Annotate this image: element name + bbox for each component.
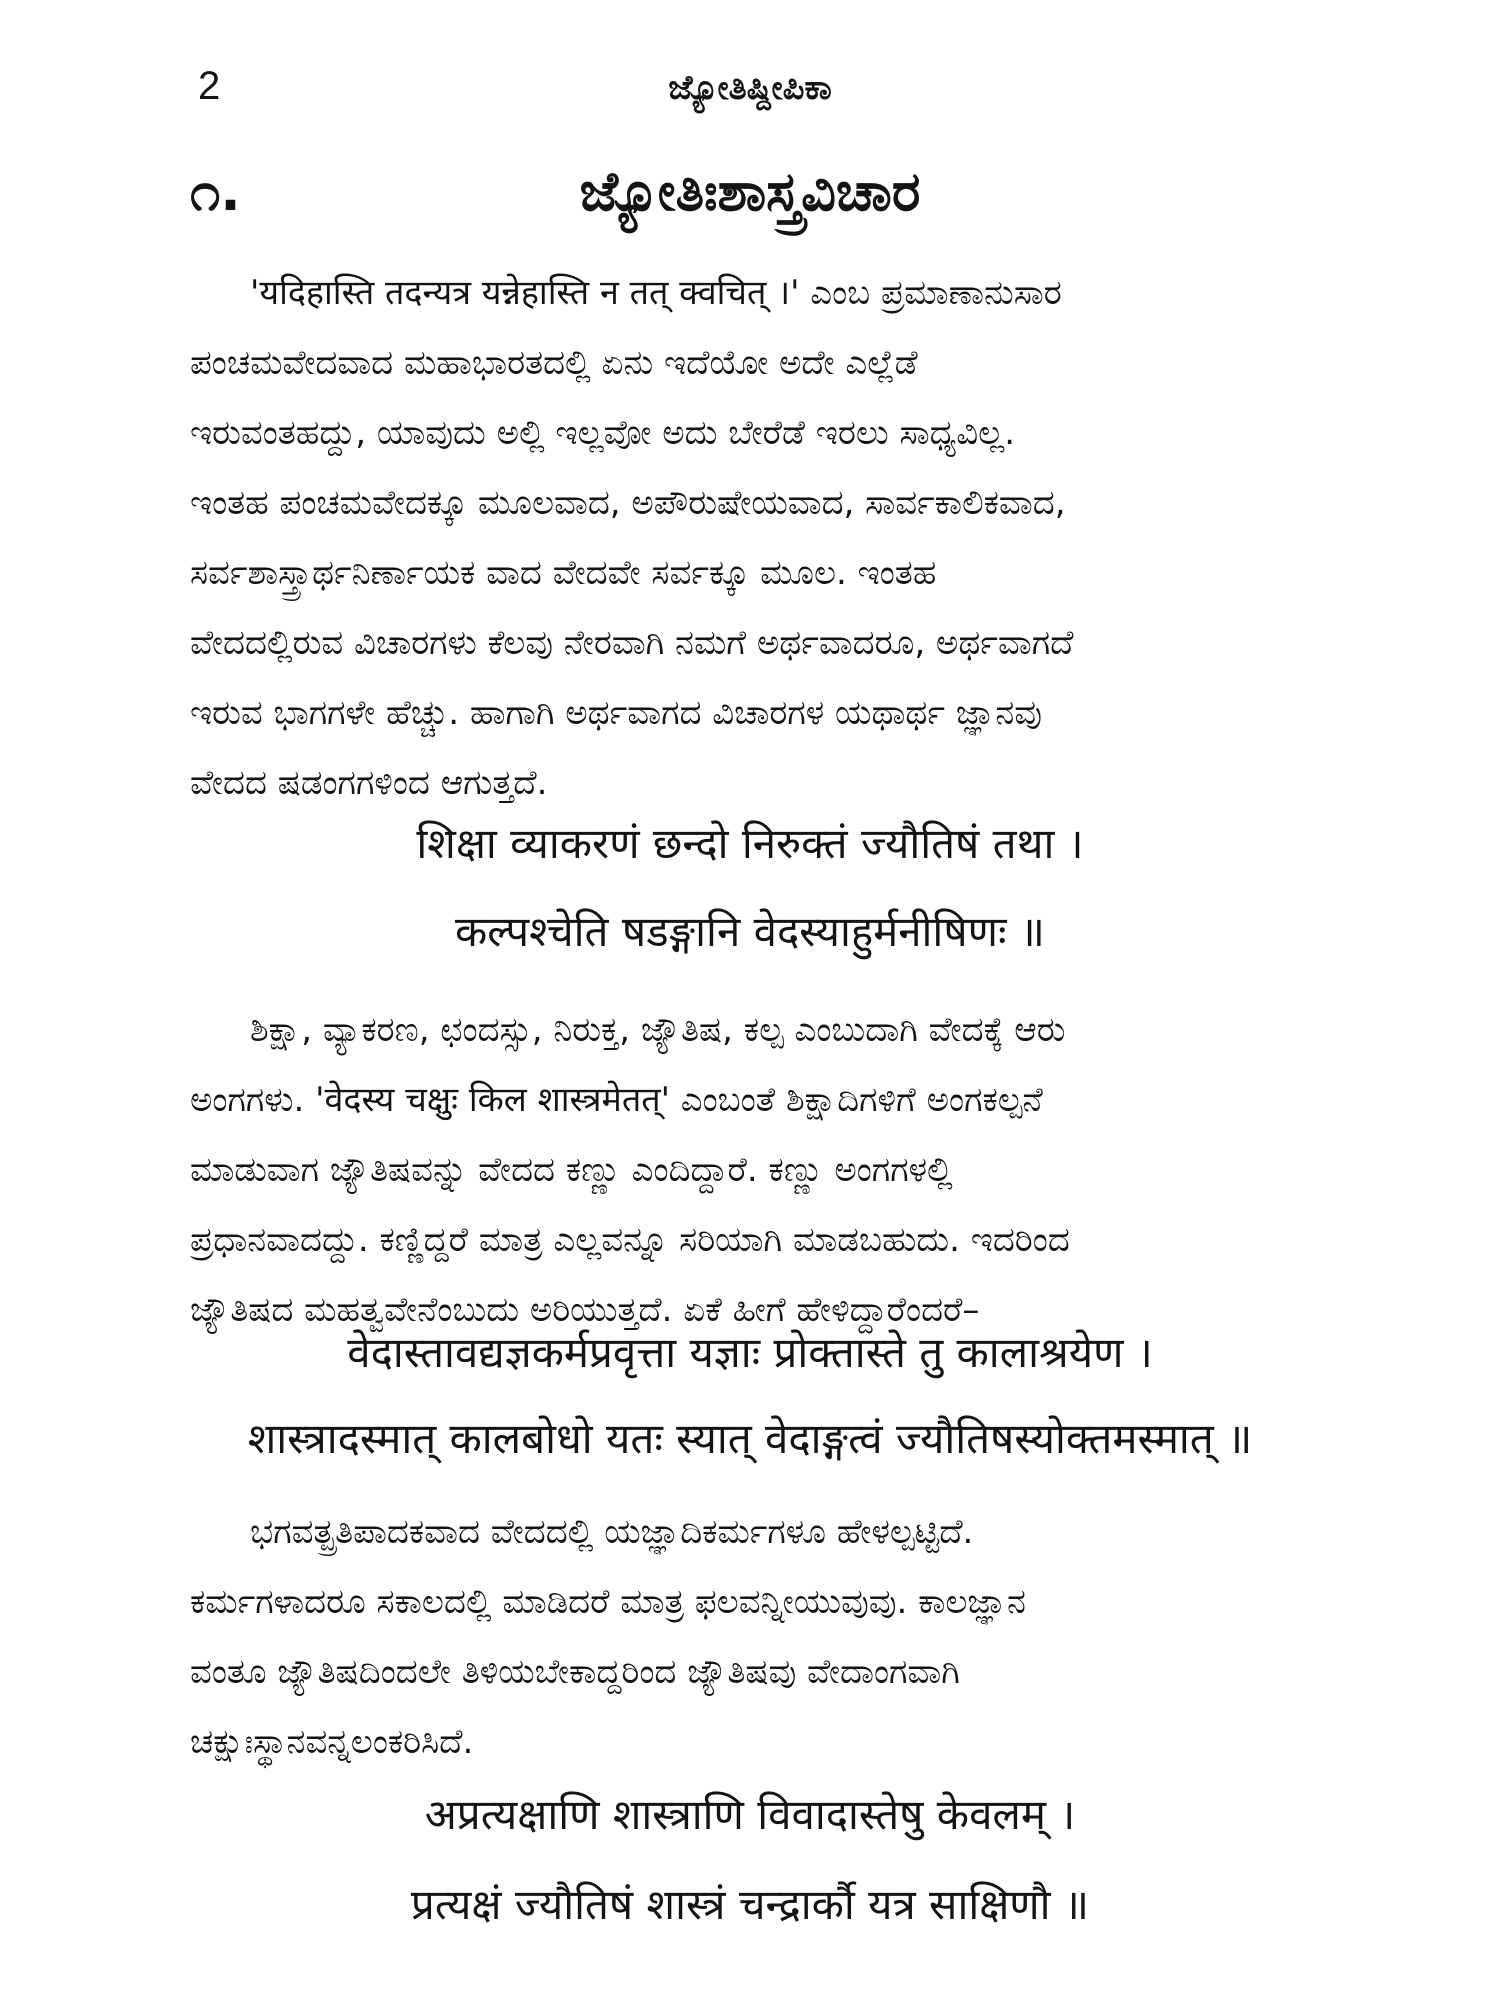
paragraph-karma (190, 1497, 1350, 1777)
running-title: ಜ್ಯೋತಿಷ್ದೀಪಿಕಾ (668, 68, 832, 108)
verse-line: वेदास्तावद्यज्ञकर्मप्रवृत्ता यज्ञाः प्रोक्तास्ते तु कालाश्रयेण । (347, 1328, 1153, 1377)
sanskrit-verse-pratyaksha (0, 1770, 1500, 1950)
paragraph-line: ಸರ್ವಶಾಸ್ತ್ರಾರ್ಥನಿರ್ಣಾಯಕ ವಾದ ವೇದವೇ ಸರ್ವಕ್ಕೂ ಮೂಲ. ಇಂತಹ (190, 553, 937, 593)
paragraph-line: ಇರುವ ಭಾಗಗಳೇ ಹೆಚ್ಚು. ಹಾಗಾಗಿ ಅರ್ಥವಾಗದ ವಿಚಾರಗಳ ಯಥಾರ್ಥ ಜ್ಞಾನವು (190, 693, 1043, 733)
chapter-number: ೧. (190, 160, 241, 223)
paragraph-line: ಭಗವತ್ಪ್ರತಿಪಾದಕವಾದ ವೇದದಲ್ಲಿ ಯಜ್ಞಾದಿಕರ್ಮಗಳೂ ಹೇಳಲ್ಪಟ್ಟಿದೆ. (250, 1512, 974, 1552)
verse-line: शिक्षा व्याकरणं छन्दो निरुक्तं ज्यौतिषं तथा । (416, 819, 1084, 868)
paragraph-vedangas (190, 995, 1350, 1345)
paragraph-line: ವೇದದಲ್ಲಿರುವ ವಿಚಾರಗಳು ಕೆಲವು ನೇರವಾಗಿ ನಮಗೆ ಅರ್ಥವಾದರೂ, ಅರ್ಥವಾಗದೆ (190, 623, 1074, 663)
paragraph-line: 'यदिहास्ति तदन्यत्र यन्नेहास्ति न तत् क्वचित् ।' ಎಂಬ ಪ್ರಮಾಣಾನುಸಾರ (250, 273, 1062, 313)
paragraph-line: ಅಂಗಗಳು. 'वेदस्य चक्षुः किल शास्त्रमेतत्' ಎಂಬಂತೆ ಶಿಕ್ಷಾದಿಗಳಿಗೆ ಅಂಗಕಲ್ಪನೆ (190, 1080, 1043, 1120)
paragraph-line: ಇಂತಹ ಪಂಚಮವೇದಕ್ಕೂ ಮೂಲವಾದ, ಅಪೌರುಷೇಯವಾದ, ಸಾರ್ವಕಾಲಿಕವಾದ, (190, 483, 1066, 523)
verse-line: शास्त्रादस्मात् कालबोधो यतः स्यात् वेदाङ्गत्वं ज्यौतिषस्योक्तमस्मात् ॥ (247, 1414, 1253, 1463)
page-number: 2 (198, 64, 221, 108)
verse-line: अप्रत्यक्षाणि शास्त्राणि विवादास्तेषु केवलम् । (424, 1790, 1076, 1839)
paragraph-line: ಇರುವಂತಹದ್ದು, ಯಾವುದು ಅಲ್ಲಿ ಇಲ್ಲವೋ ಅದು ಬೇರೆಡೆ ಇರಲು ಸಾಧ್ಯವಿಲ್ಲ. (190, 413, 1016, 453)
chapter-heading (0, 160, 1500, 240)
verse-line: कल्पश्चेति षडङ्गानि वेदस्याहुर्मनीषिणः ॥ (455, 907, 1045, 956)
paragraph-line: ಜ್ಯೌತಿಷದ ಮಹತ್ವವೇನೆಂಬುದು ಅರಿಯುತ್ತದೆ. ಏಕೆ ಹೀಗೆ ಹೇಳಿದ್ದಾರೆಂದರೆ– (190, 1290, 980, 1330)
paragraph-line: ಶಿಕ್ಷಾ, ವ್ಯಾಕರಣ, ಛಂದಸ್ಸು, ನಿರುಕ್ತ, ಜ್ಯೌತಿಷ, ಕಲ್ಪ ಎಂಬುದಾಗಿ ವೇದಕ್ಕೆ ಆರು (250, 1010, 1066, 1050)
paragraph-line: ವಂತೂ ಜ್ಯೌತಿಷದಿಂದಲೇ ತಿಳಿಯಬೇಕಾದ್ದರಿಂದ ಜ್ಯೌತಿಷವು ವೇದಾಂಗವಾಗಿ (190, 1652, 960, 1692)
chapter-title: ಜ್ಯೋತಿಃಶಾಸ್ತ್ರವಿಚಾರ (579, 160, 921, 223)
paragraph-line: ಪ್ರಧಾನವಾದದ್ದು. ಕಣ್ಣಿದ್ದರೆ ಮಾತ್ರ ಎಲ್ಲವನ್ನೂ ಸರಿಯಾಗಿ ಮಾಡಬಹುದು. ಇದರಿಂದ (190, 1220, 1070, 1260)
sanskrit-verse-vedangas (0, 800, 1500, 976)
paragraph-line: ಪಂಚಮವೇದವಾದ ಮಹಾಭಾರತದಲ್ಲಿ ಏನು ಇದೆಯೋ ಅದೇ ಎಲ್ಲೆಡೆ (190, 343, 918, 383)
paragraph-line: ಚಕ್ಷುಃಸ್ಥಾನವನ್ನಲಂಕರಿಸಿದೆ. (190, 1722, 474, 1762)
paragraph-intro (190, 258, 1350, 818)
paragraph-line: ಮಾಡುವಾಗ ಜ್ಯೌತಿಷವನ್ನು ವೇದದ ಕಣ್ಣು ಎಂದಿದ್ದಾರೆ. ಕಣ್ಣು ಅಂಗಗಳಲ್ಲಿ (190, 1150, 953, 1190)
paragraph-line: ಕರ್ಮಗಳಾದರೂ ಸಕಾಲದಲ್ಲಿ ಮಾಡಿದರೆ ಮಾತ್ರ ಫಲವನ್ನೀಯುವುವು. ಕಾಲಜ್ಞಾನ (190, 1582, 1026, 1622)
running-header (0, 62, 1500, 122)
paragraph-line: ವೇದದ ಷಡಂಗಗಳಿಂದ ಆಗುತ್ತದೆ. (190, 763, 548, 803)
sanskrit-verse-kala (0, 1310, 1500, 1482)
verse-line: प्रत्यक्षं ज्यौतिषं शास्त्रं चन्द्रार्कौ यत्र साक्षिणौ ॥ (410, 1880, 1090, 1929)
